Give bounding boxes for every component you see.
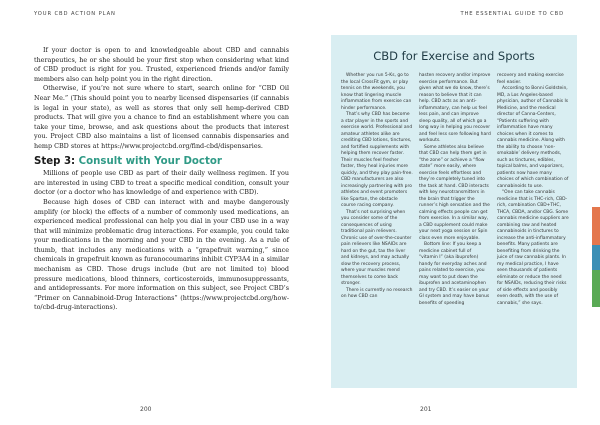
paragraph: Bottom line: If you keep a medicine cabinet full of “vitamin I” (aka ibuprofen) handy for everyday aches and pains related to exercise, you may want to put down the ibuprofen and acetaminophen and try CBD. It’s easier on your GI system and may have bonus benefits of speeding	[419, 242, 490, 306]
paragraph: There is currently no research on how CBD can	[341, 287, 413, 299]
running-head-left: YOUR CBD ACTION PLAN	[34, 11, 116, 17]
page-number-left: 200	[140, 406, 152, 413]
paragraph: If your doctor is open to and knowledgeable about CBD and cannabis therapeutics, he or she should be your first stop when considering what kind of CBD product is right for you. Trusted, experienced friends and/or family members also can help point you in the right direction.	[34, 46, 289, 83]
paragraph: hasten recovery and/or improve exercise performance. But given what we do know, there’s reason to believe that it can help. CBD acts as an anti-inflammatory, can help us feel less pain, and can improve sleep quality, all of which go a long way in helping you recover and feel less sore following hard workouts.	[419, 73, 491, 143]
step-title: Consult with Your Doctor	[78, 155, 222, 167]
step-label: Step 3:	[34, 155, 76, 167]
paragraph: Because high doses of CBD can interact with and maybe dangerously amplify (or block) the effects of a number of commonly used medications, an experienced medical professional can help you dial in your CBD use in a way that will minimize problematic drug interactions. For example, you could take your medications in the morning and your CBD in the evening. As a rule of thumb, that includes any medications with a “grapefruit warning,” since chemicals in grapefruit known as furanocoumarins inhibit CYP3A4 in a similar mechanism as CBD. Those drugs include (but are not limited to) blood pressure medications, blood thinners, corticosteroids, immunosuppressants, and antidepressants. For more information on this subject, see Project CBD’s “Primer on Cannabinoid-Drug Interactions” (https://www.projectcbd.org/how-to/cbd-drug-interactions).	[34, 197, 289, 312]
sidebar-column-1	[341, 73, 413, 307]
section-tab-blue	[592, 245, 600, 270]
running-head-right: THE ESSENTIAL GUIDE TO CBD	[460, 11, 564, 17]
paragraph: Otherwise, if you’re not sure where to start, search online for “CBD Oil Near Me.” (This should point you to nearby licensed dispensaries (if cannabis is legal in your state), as well as stores that only sell hemp-derived CBD products. That will give you a chance to find an establishment where you can take your time, browse, and ask questions about the products that interest you. Project CBD also maintains a list of licensed cannabis dispensaries and hemp CBD stores at https://www.projectcbd.org/find-cbd/dispensaries.	[34, 84, 289, 150]
sidebar-columns	[341, 73, 569, 307]
sidebar-box	[331, 35, 577, 388]
paragraph: “One can take cannabis medicine that is THC-rich, CBD-rich, combination CBD+THC, THCA, CBDA, and/or CBG. Some cannabis medicine suppliers are combining raw and heated cannabinoids in tinctures to increase the anti-inflammatory benefits. Many patients are benefiting from drinking the juice of raw cannabis plants. In my medical practice, I have seen thousands of patients eliminate or reduce the need for NSAIDs, reducing their risks of side effects and possibly even death, with the use of cannabis,” she says.	[497, 190, 569, 306]
page-number-right: 201	[420, 406, 432, 413]
sidebar-column-3	[497, 73, 569, 307]
left-body-text	[34, 46, 289, 313]
right-page	[300, 0, 600, 425]
paragraph: Some athletes also believe that CBD can help them get in “the zone” or achieve a “flow state” more easily, where exercise feels effortless and they’re completely tuned into the task at hand. CBD interacts with key neurotransmitters in the brain that trigger the runner’s high sensation and the calming effects people can get from exercise. In a similar way, a CBD supplement could make your next yoga session or Spin class even more enjoyable.	[419, 144, 490, 241]
paragraph: That’s why CBD has become a star player in the sports and exercise world. Professional and amateur athletes alike are crediting CBD lotions, tinctures, and fortified supplements with helping them recover faster. Their muscles feel fresher faster, they heal injuries more quickly, and they play pain-free. CBD manufacturers are also increasingly partnering with pro athletes and event promoters like Spartan, the obstacle course racing company.	[341, 112, 413, 208]
step-heading	[34, 157, 289, 167]
section-tab-green	[592, 270, 600, 307]
sidebar-column-2	[419, 73, 491, 307]
paragraph: That’s not surprising when you consider some of the consequences of using traditional pain relievers. Chronic use of over-the-counter pain relievers like NSAIDs are hard on the gut, tax the liver and kidneys, and may actually slow the recovery process, where your muscles mend themselves to come back stronger.	[341, 209, 412, 286]
paragraph: Whether you run 5-Ks, go to the local CrossFit gym, or play tennis on the weekends, you know that lingering muscle inflammation from exercise can hinder performance.	[341, 73, 412, 111]
paragraph: recovery and making exercise feel easier.	[497, 73, 564, 85]
paragraph: According to Bonni Goldstein, MD, a Los Angeles-based physician, author of Cannabis Is Medicine, and the medical director of Canna-Centers, “Patients suffering with inflammation have many choices when it comes to cannabis medicine. Along with the ability to choose ‘non-smokable’ delivery methods, such as tinctures, edibles, topical balms, and vaporizers, patients now have many choices of which combination of cannabinoids to use.	[497, 86, 569, 189]
section-tab-orange	[592, 207, 600, 245]
sidebar-title: CBD for Exercise and Sports	[373, 49, 535, 63]
paragraph: Millions of people use CBD as part of their daily wellness regimen. If you are interested in using CBD to treat a specific medical condition, consult your doctor (or a doctor who has knowledge of and experience with CBD).	[34, 169, 289, 197]
